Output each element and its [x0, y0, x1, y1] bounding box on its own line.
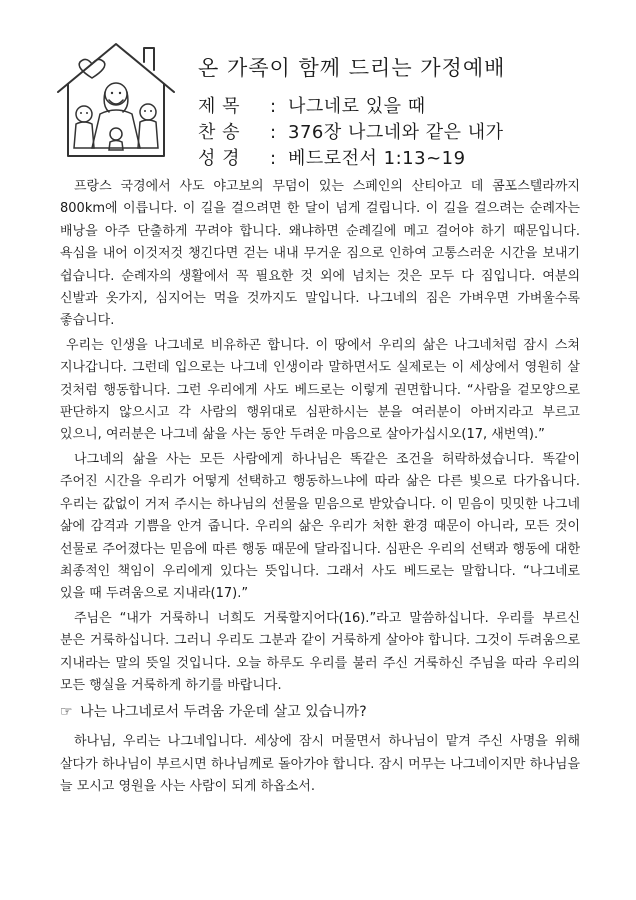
row-value: 나그네로 있을 때 [288, 96, 426, 117]
paragraph-2: 우리는 인생을 나그네로 비유하곤 합니다. 이 땅에서 우리의 삶은 나그네처럼 잠시 스쳐 지나갑니다. 그런데 입으로는 나그네 인생이라 말하면서도 실제로는 이 세상에서 영원히 살 것처럼 행동합니다. 그런 우리에게 사도 베드로는 이렇게 권면합니다. “사람을 겉모양으로 판단하지 않으시고 각 사람의 행위대로 심판하시는 분을 여러분이 아버지라고 부르고 있으니, 여러분은 나그네 삶을 사는 동안 두려운 마음으로 살아가십시오(17, 새번역).” [60, 337, 580, 443]
question-text: 나는 나그네로서 두려움 가운데 살고 있습니까? [80, 704, 367, 721]
family-worship-house-icon [52, 34, 180, 162]
header-row-scripture [198, 144, 618, 170]
row-separator: : [270, 96, 277, 117]
paragraph-3: 나그네의 삶을 사는 모든 사람에게 하나님은 똑같은 조건을 허락하셨습니다. 똑같이 주어진 시간을 우리가 어떻게 선택하고 행동하느냐에 따라 삶은 다른 빛으로 다가옵니다. 우리는 값없이 거저 주시는 하나님의 선물을 믿음으로 받았습니다. 이 믿음이 밋밋한 나그네 삶에 감격과 기쁨을 안겨 줍니다. 우리의 삶은 우리가 처한 환경 때문이 아니라, 모든 것이 선물로 주어졌다는 믿음에 따른 행동 때문에 달라집니다. 심판은 우리의 선택과 행동에 대한 최종적인 책임이 우리에게 있다는 뜻입니다. 그래서 사도 베드로는 말합니다. “나그네로 있을 때 두려움으로 지내라(17).” [60, 451, 580, 602]
header-row-hymn [198, 118, 618, 144]
row-value: 376장 나그네와 같은 내가 [288, 122, 504, 143]
paragraph-1: 프랑스 국경에서 사도 야고보의 무덤이 있는 스페인의 산티아고 데 콤포스텔라까지 800km에 이릅니다. 이 길을 걸으려면 한 달이 넘게 걸립니다. 이 길을 걸으려는 순례자는 배낭을 아주 단출하게 꾸려야 합니다. 왜냐하면 순례길에 메고 걸어야 하기 때문입니다. 욕심을 내어 이것저것 챙긴다면 걷는 내내 무거운 짐으로 인하여 고통스러운 시간을 보내기 쉽습니다. 순례자의 생활에서 꼭 필요한 것 외에 넘치는 것은 모두 다 짐입니다. 여분의 신발과 옷가지, 심지어는 먹을 것까지도 말입니다. 나그네의 짐은 가벼우면 가벼울수록 좋습니다. [60, 179, 580, 329]
row-separator: : [270, 122, 277, 143]
page-title: 온 가족이 함께 드리는 가정예배 [198, 56, 506, 80]
row-separator: : [270, 148, 277, 169]
row-label: 성 경 [198, 148, 240, 169]
family-illustration [52, 34, 180, 162]
reflection-question [60, 701, 580, 723]
header-row-title [198, 92, 618, 118]
paragraph-4: 주님은 “내가 거룩하니 너희도 거룩할지어다(16).”라고 말씀하십니다. 우리를 부르신 분은 거룩하십니다. 그러니 우리도 그분과 같이 거룩하게 살아야 합니다. 그것이 두려움으로 지내라는 말의 뜻일 것입니다. 오늘 하루도 우리를 불러 주신 거룩하신 주님을 따라 우리의 모든 행실을 거룩하게 하기를 바랍니다. [60, 610, 580, 693]
row-value: 베드로전서 1:13~19 [288, 148, 466, 169]
row-label: 찬 송 [198, 122, 240, 143]
pointing-hand-icon: ☞ [60, 704, 73, 721]
row-label: 제 목 [198, 96, 240, 117]
prayer-paragraph: 하나님, 우리는 나그네입니다. 세상에 잠시 머물면서 하나님이 맡겨 주신 사명을 위해 살다가 하나님이 부르시면 하나님께로 돌아가야 합니다. 잠시 머무는 나그네이지만 하나님을 늘 모시고 영원을 사는 사람이 되게 하옵소서. [60, 734, 580, 795]
sermon-body [60, 176, 580, 801]
